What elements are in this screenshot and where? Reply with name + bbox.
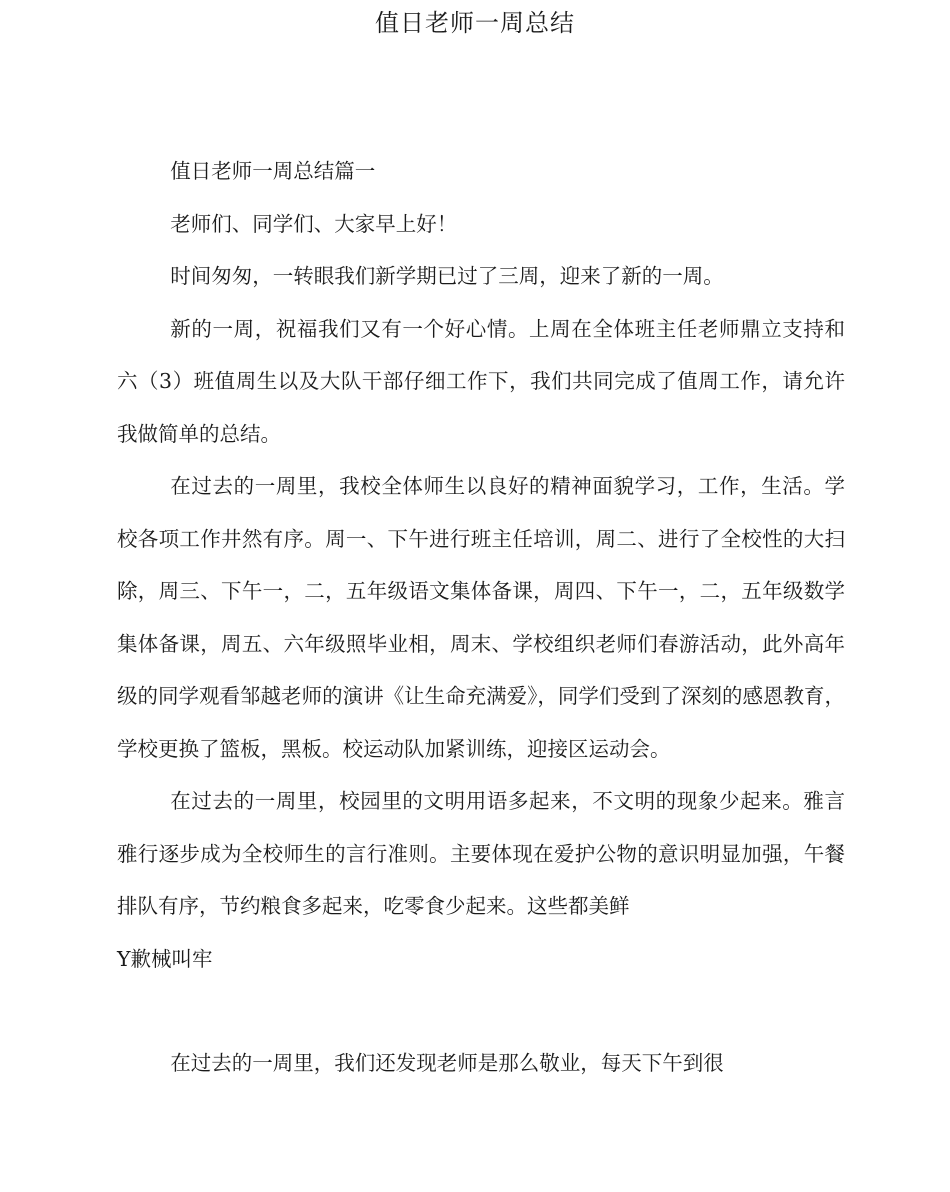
- page-title: 值日老师一周总结: [375, 9, 575, 37]
- paragraph: 时间匆匆，一转眼我们新学期已过了三周，迎来了新的一周。: [170, 264, 724, 288]
- paragraph: 在过去的一周里，我校全体师生以良好的精神面貌学习，工作，生活。学校各项工作井然有序。周一、下午进行班主任培训，周二、进行了全校性的大扫除，周三、下午一，二，五年级语文集体备课，周四、下午一，二，五年级数学集体备课，周五、六年级照毕业相，周末、学校组织老师们春游活动，此外高年级的同学观看邹越老师的演讲《让生命充满爱》，同学们受到了深刻的感恩教育，学校更换了篮板，黑板。校运动队加紧训练，迎接区运动会。: [117, 474, 845, 761]
- paragraph-fragment: Y歉械叫牢: [117, 946, 213, 971]
- paragraph: 在过去的一周里，我们还发现老师是那么敬业，每天下午到很: [170, 1051, 724, 1075]
- section-heading: 值日老师一周总结篇一: [170, 159, 376, 183]
- paragraph: 新的一周，祝福我们又有一个好心情。上周在全体班主任老师鼎立支持和六（3）班值周生以及大队干部仔细工作下，我们共同完成了值周工作，请允许我做简单的总结。: [117, 316, 845, 446]
- document-body: [117, 145, 845, 1090]
- paragraph: 老师们、同学们、大家早上好！: [170, 211, 458, 236]
- paragraph: 在过去的一周里，校园里的文明用语多起来，不文明的现象少起来。雅言雅行逐步成为全校师生的言行准则。主要体现在爱护公物的意识明显加强，午餐排队有序，节约粮食多起来，吃零食少起来。这些都美鲜: [117, 789, 845, 918]
